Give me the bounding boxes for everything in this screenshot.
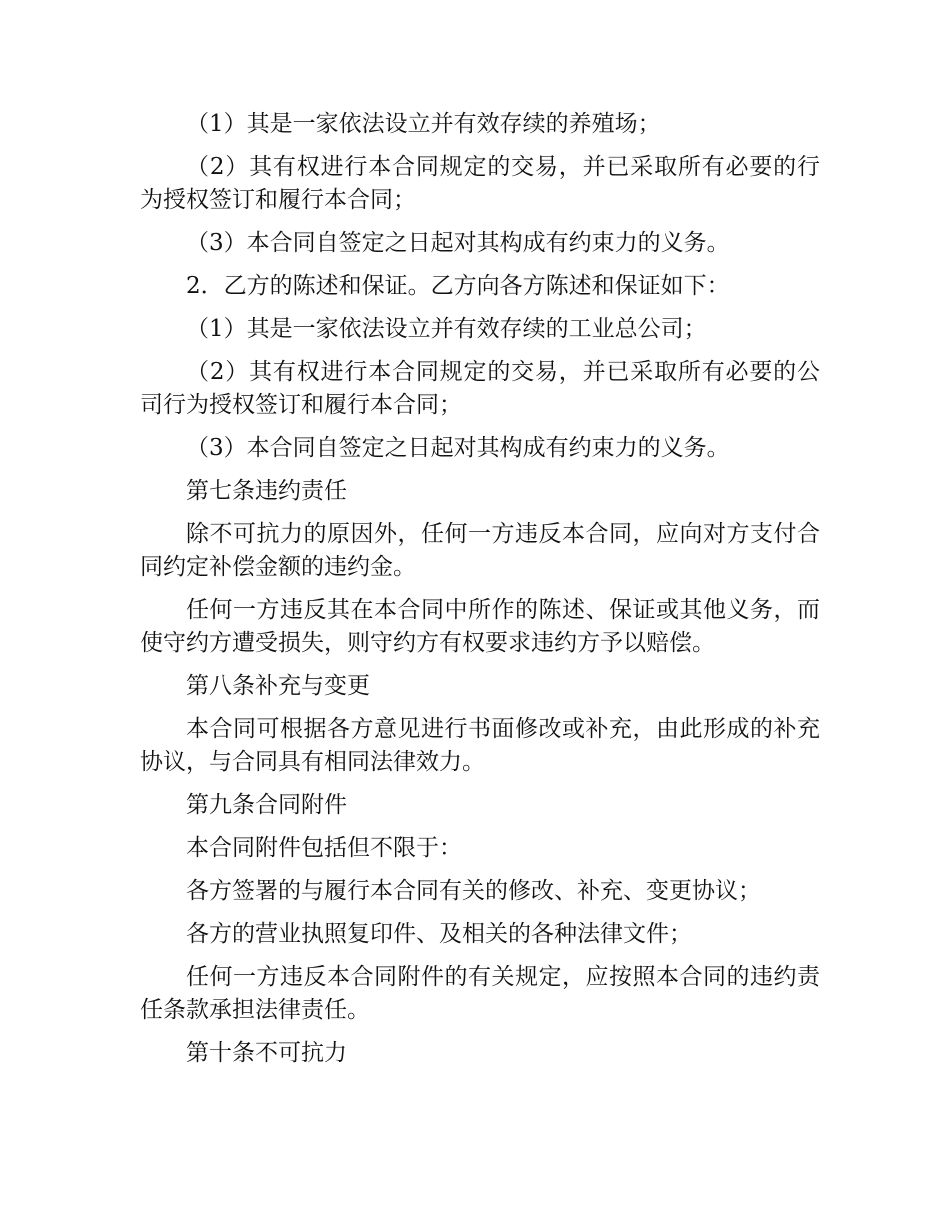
paragraph-yi-2: （2）其有权进行本合同规定的交易，并已采取所有必要的公司行为授权签订和履行本合同； xyxy=(140,359,820,418)
paragraph-yi-1: （1）其是一家依法设立并有效存续的工业总公司； xyxy=(186,316,707,342)
article-9-paragraph-4: 任何一方违反本合同附件的有关规定，应按照本合同的违约责任条款承担法律责任。 xyxy=(140,964,820,1023)
article-8-paragraph-1: 本合同可根据各方意见进行书面修改或补充，由此形成的补充协议，与合同具有相同法律效力。 xyxy=(140,716,820,775)
article-7-paragraph-2: 任何一方违反其在本合同中所作的陈述、保证或其他义务，而使守约方遭受损失，则守约方有权要求违约方予以赔偿。 xyxy=(140,597,820,656)
paragraph-jia-3: （3）本合同自签定之日起对其构成有约束力的义务。 xyxy=(186,230,730,256)
paragraph-jia-1: （1）其是一家依法设立并有效存续的养殖场； xyxy=(186,111,661,137)
paragraph-yi-representations: 2．乙方的陈述和保证。乙方向各方陈述和保证如下： xyxy=(186,273,730,299)
article-7-title: 第七条违约责任 xyxy=(186,478,347,504)
article-8-title: 第八条补充与变更 xyxy=(186,673,370,699)
paragraph-jia-2: （2）其有权进行本合同规定的交易，并已采取所有必要的行为授权签订和履行本合同； xyxy=(140,154,820,213)
article-9-title: 第九条合同附件 xyxy=(186,792,347,818)
document-body xyxy=(140,108,820,1080)
article-9-paragraph-1: 本合同附件包括但不限于： xyxy=(186,835,462,861)
article-10-title: 第十条不可抗力 xyxy=(186,1040,347,1066)
article-7-paragraph-1: 除不可抗力的原因外，任何一方违反本合同，应向对方支付合同约定补偿金额的违约金。 xyxy=(140,521,820,580)
paragraph-yi-3: （3）本合同自签定之日起对其构成有约束力的义务。 xyxy=(186,435,730,461)
article-9-paragraph-3: 各方的营业执照复印件、及相关的各种法律文件； xyxy=(186,921,692,947)
article-9-paragraph-2: 各方签署的与履行本合同有关的修改、补充、变更协议； xyxy=(186,878,761,904)
